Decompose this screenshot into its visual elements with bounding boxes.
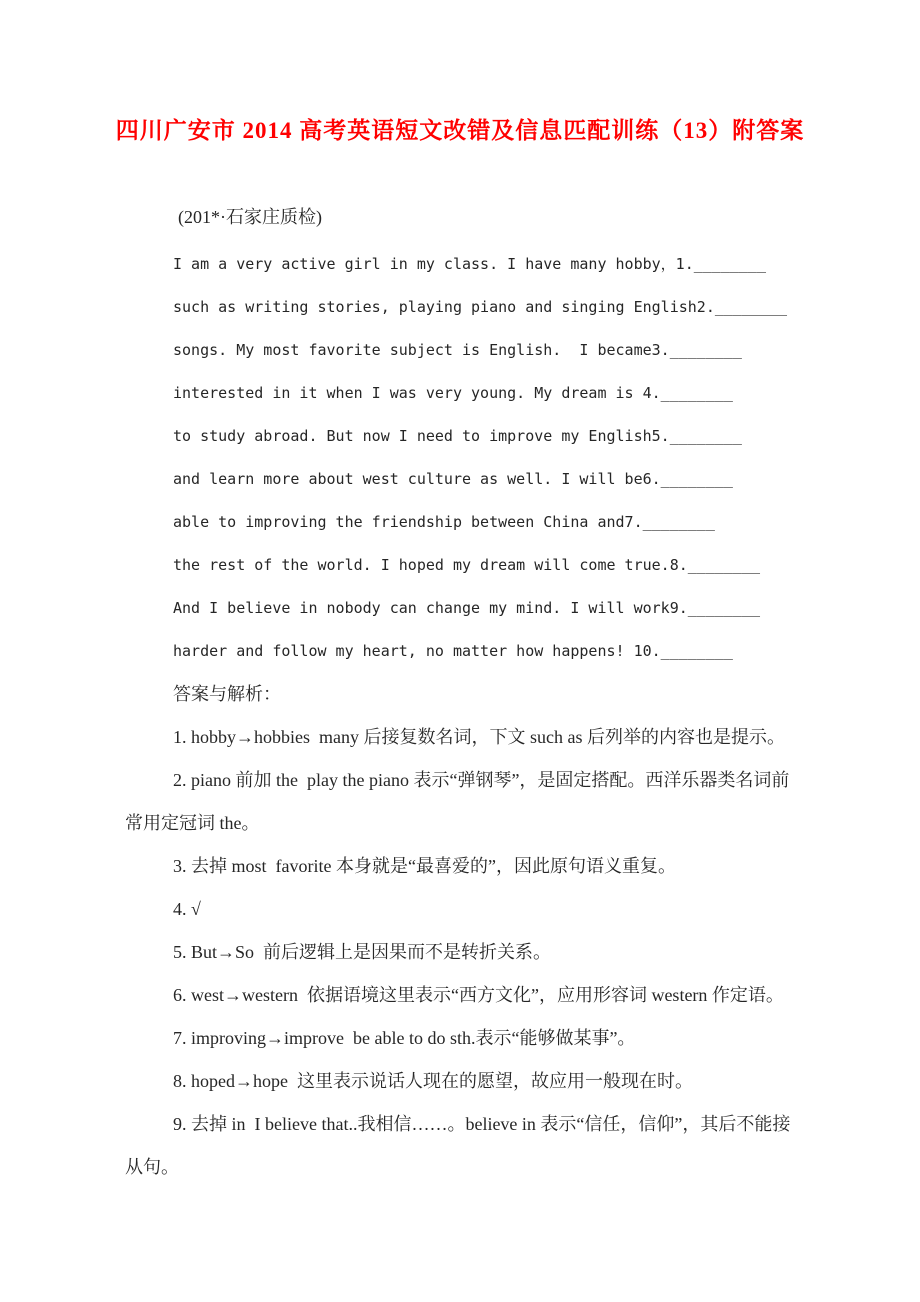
- answer-item-3: 3. 去掉 most favorite 本身就是“最喜爱的”，因此原句语义重复。: [173, 856, 676, 876]
- answer-item-6: 6. west→western 依据语境这里表示“西方文化”，应用形容词 western 作定语。: [173, 985, 784, 1005]
- passage-line-3: songs. My most favorite subject is English. I became3.________: [173, 341, 742, 359]
- passage-line-4: interested in it when I was very young. My dream is 4.________: [173, 384, 733, 402]
- source-note: (201*·石家庄质检): [178, 207, 322, 227]
- passage-line-10: harder and follow my heart, no matter how happens! 10.________: [173, 642, 733, 660]
- answer-item-1: 1. hobby→hobbies many 后接复数名词，下文 such as 后列举的内容也是提示。: [173, 727, 785, 747]
- passage-line-2: such as writing stories, playing piano and singing English2.________: [173, 298, 788, 316]
- page-title: 四川广安市 2014 高考英语短文改错及信息匹配训练（13）附答案: [115, 118, 805, 143]
- answer-item-5: 5. But→So 前后逻辑上是因果而不是转折关系。: [173, 942, 552, 962]
- answers-section: [125, 716, 797, 1189]
- passage-line-1: I am a very active girl in my class. I have many hobby，1.________: [173, 255, 766, 273]
- passage-line-8: the rest of the world. I hoped my dream will come true.8.________: [173, 556, 760, 574]
- passage-line-5: to study abroad. But now I need to improve my English5.________: [173, 427, 742, 445]
- answer-item-7: 7. improving→improve be able to do sth.表示“能够做某事”。: [173, 1028, 636, 1048]
- answer-item-4: 4. √: [173, 899, 201, 919]
- passage-line-7: able to improving the friendship between China and7.________: [173, 513, 715, 531]
- passage: [125, 243, 797, 673]
- answer-item-9: 9. 去掉 in I believe that..我相信……。believe in 表示“信任，信仰”，其后不能接从句。: [125, 1114, 791, 1177]
- passage-line-6: and learn more about west culture as well. I will be6.________: [173, 470, 733, 488]
- passage-line-9: And I believe in nobody can change my mind. I will work9.________: [173, 599, 760, 617]
- answers-heading: 答案与解析：: [173, 684, 281, 704]
- answer-item-8: 8. hoped→hope 这里表示说话人现在的愿望，故应用一般现在时。: [173, 1071, 693, 1091]
- document-body: [125, 243, 797, 1189]
- answer-item-2: 2. piano 前加 the play the piano 表示“弹钢琴”，是固定搭配。西洋乐器类名词前常用定冠词 the。: [125, 770, 790, 833]
